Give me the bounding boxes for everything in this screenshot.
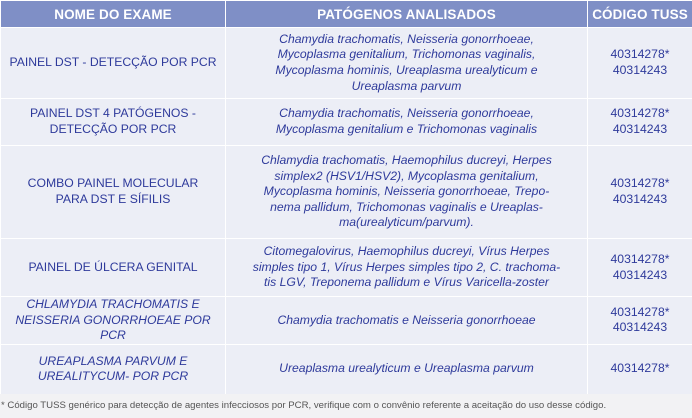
pathogens-line: Ureaplasma urealyticum e Ureaplasma parvum [279, 361, 534, 376]
tuss-code: 40314278* [610, 361, 670, 376]
tuss-code-cell [588, 28, 692, 99]
exam-name: PAINEL DST 4 PATÓGENOS - [30, 106, 196, 121]
pathogens-cell [226, 297, 588, 345]
exam-name-cell [1, 28, 226, 99]
pathogens-cell [226, 146, 588, 239]
tuss-code: 40314278* [610, 47, 670, 62]
pathogens-line: Mycoplasma hominis, Neisseria gonorrhoeae, Trepo- [263, 184, 550, 199]
exam-name: PAINEL DE ÚLCERA GENITAL [28, 259, 198, 274]
table-row [1, 28, 692, 99]
tuss-code-cell [588, 239, 692, 297]
exam-name-cell [1, 344, 226, 394]
exam-name: COMBO PAINEL MOLECULAR [27, 176, 199, 191]
pathogens-line: Chlamydia trachomatis, Haemophilus ducreyi, Herpes [261, 153, 552, 168]
exam-name: DETECÇÃO POR PCR [49, 122, 177, 136]
pathogens-line: Citomegalovirus, Haemophilus ducreyi, Vírus Herpes [263, 244, 550, 259]
pathogens-line: Mycoplasma hominis, Ureaplasma urealyticum e [275, 63, 538, 77]
pathogens-cell [226, 344, 588, 394]
exam-name-cell [1, 239, 226, 297]
table-row [1, 99, 692, 146]
pathogens-cell [226, 239, 588, 297]
table-row [1, 146, 692, 239]
exam-name: PAINEL DST - DETECÇÃO POR PCR [9, 55, 217, 70]
pathogens-line: Ureaplasma parvum [351, 78, 462, 93]
tuss-code-cell [588, 297, 692, 345]
tuss-code-cell [588, 99, 692, 146]
pathogens-line: ma(urealyticum/parvum). [339, 215, 474, 230]
tuss-code-cell [588, 146, 692, 239]
exam-name-cell [1, 99, 226, 146]
pathogens-cell [226, 28, 588, 99]
footnote: * Código TUSS genérico para detecção de agentes infecciosos por PCR, verifique com o convênio referente a aceitação do uso desse código. [0, 394, 692, 418]
exam-name: UREALITYCUM- POR PCR [37, 369, 189, 384]
table-row [1, 297, 692, 345]
pathogens-line: Chamydia trachomatis e Neisseria gonorrhoeae [277, 312, 536, 327]
pathogens-line: tis LGV, Treponema pallidum e Vírus Varicella-zoster [264, 275, 549, 290]
header-pathogens: PATÓGENOS ANALISADOS [226, 1, 588, 28]
pathogens-line: Chamydia trachomatis, Neisseria gonorrhoeae, [279, 106, 534, 121]
tuss-code: 40314278* [610, 106, 670, 121]
exam-name: NEISSERIA GONORRHOEAE POR PCR [15, 312, 211, 343]
tuss-code: 40314243 [612, 122, 668, 136]
pathogens-line: simplex2 (HSV1/HSV2), Mycoplasma genitalium, [274, 168, 539, 183]
pathogens-line: simples tipo 1, Vírus Herpes simples tipo 2, C. trachoma- [252, 259, 561, 274]
table-row [1, 344, 692, 394]
pathogens-cell [226, 99, 588, 146]
tuss-code: 40314243 [612, 267, 668, 282]
tuss-code: 40314278* [610, 176, 670, 191]
tuss-code: 40314278* [610, 304, 670, 319]
pathogens-line: Mycoplasma genitalium, Trichomonas vaginalis, [277, 47, 536, 62]
tuss-code-cell [588, 344, 692, 394]
pathogens-line: nema pallidum, Trichomonas vaginalis e Ureaplas- [270, 199, 543, 214]
exam-name: UREAPLASMA PARVUM E [38, 353, 188, 368]
exam-name-cell [1, 146, 226, 239]
exam-name: PARA DST E SÍFILIS [55, 192, 171, 206]
tuss-code: 40314243 [612, 192, 668, 206]
table-header-row [1, 1, 692, 28]
tuss-code: 40314243 [612, 63, 668, 77]
pathogens-line: Chamydia trachomatis, Neisseria gonorrhoeae, [279, 31, 534, 46]
pathogens-line: Mycoplasma genitalium e Trichomonas vaginalis [275, 122, 538, 136]
table-row [1, 239, 692, 297]
tuss-code: 40314243 [612, 320, 668, 335]
exam-name-cell [1, 297, 226, 345]
exam-name: CHLAMYDIA TRACHOMATIS E [26, 297, 200, 311]
header-tuss-code: CÓDIGO TUSS [588, 1, 692, 28]
header-exam-name: NOME DO EXAME [1, 1, 226, 28]
tuss-code: 40314278* [610, 251, 670, 266]
